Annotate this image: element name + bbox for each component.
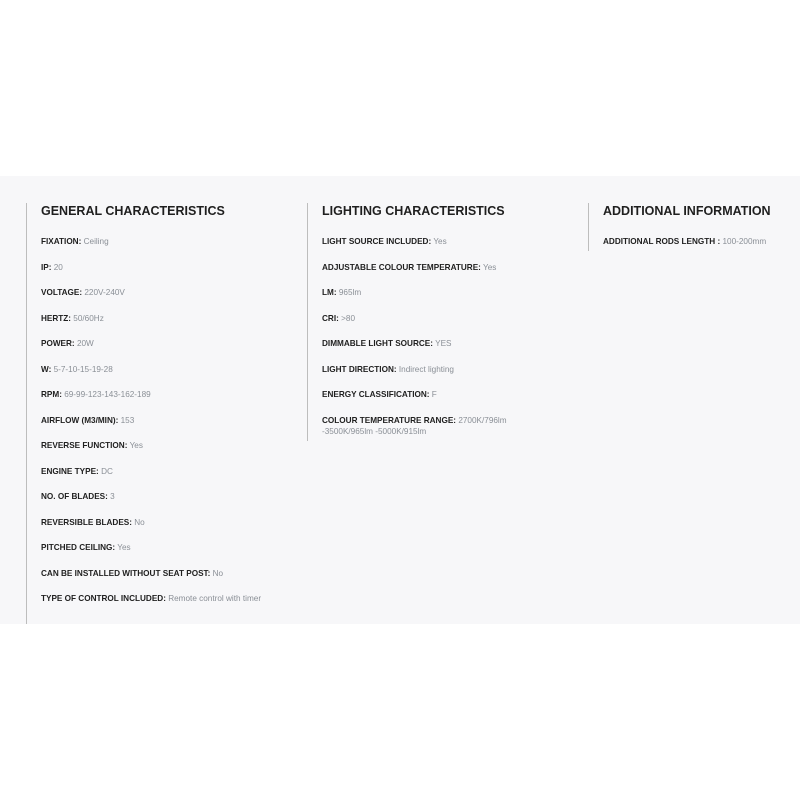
specifications-panel [0,176,800,624]
spec-row-rods-length [603,236,778,248]
spec-list [322,236,547,438]
spec-value: Yes [117,543,131,552]
spec-row-airflow [41,415,266,427]
spec-value: 220V-240V [84,288,125,297]
spec-row-seat-post [41,568,266,580]
spec-row-reverse-function [41,440,266,452]
spec-value: Yes [483,262,497,272]
spec-row-light-source [322,236,547,248]
spec-label: LIGHT SOURCE INCLUDED: [322,237,432,246]
spec-row-temperature-range [322,415,547,438]
spec-label: REVERSIBLE BLADES: [41,517,132,527]
spec-label: CRI: [322,313,339,323]
spec-row-dimmable [322,338,547,350]
spec-value: 153 [120,415,135,425]
lighting-characteristics-section [307,203,547,441]
spec-row-lm [322,287,547,299]
spec-row-pitched-ceiling [41,542,266,554]
general-characteristics-section [26,203,266,624]
spec-value: >80 [341,313,355,323]
section-title: ADDITIONAL INFORMATION [603,204,771,218]
spec-label: HERTZ: [41,313,72,323]
spec-value: DC [101,466,113,476]
spec-row-cri [322,313,547,325]
spec-label: W: [41,364,52,374]
spec-label: POWER: [41,339,75,348]
spec-label: AIRFLOW (M3/MIN): [41,415,119,425]
spec-value: Indirect lighting [398,364,454,374]
spec-row-w [41,364,266,376]
spec-row-energy-class [322,389,547,401]
spec-value: Remote control with timer [168,594,262,603]
spec-row-reversible-blades [41,517,266,529]
spec-label: IP: [41,262,52,272]
spec-value: F [431,390,437,399]
spec-value: Ceiling [83,237,109,246]
spec-row-control-type [41,593,266,605]
spec-label: DIMMABLE LIGHT SOURCE: [322,339,433,348]
spec-row-ip [41,262,266,274]
spec-value: No [212,568,224,578]
spec-value: 965lm [338,288,362,297]
spec-value: 2700K/796lm -3500K/965lm -5000K/915lm [322,415,507,436]
spec-value: 100-200mm [722,237,767,246]
spec-row-blades [41,491,266,503]
spec-row-light-direction [322,364,547,376]
spec-value: No [134,517,145,527]
spec-value: 20W [76,339,94,348]
spec-row-rpm [41,389,266,401]
spec-row-engine-type [41,466,266,478]
spec-row-fixation [41,236,266,248]
spec-value: 5-7-10-15-19-28 [53,364,113,374]
section-title: LIGHTING CHARACTERISTICS [322,204,505,218]
spec-label: ENERGY CLASSIFICATION: [322,390,430,399]
spec-value: YES [435,339,452,348]
spec-value: Yes [433,237,447,246]
spec-label: PITCHED CEILING: [41,543,116,552]
additional-information-section [588,203,778,251]
spec-row-hertz [41,313,266,325]
spec-row-power [41,338,266,350]
spec-label: LIGHT DIRECTION: [322,364,397,374]
spec-list [41,236,266,605]
spec-row-voltage [41,287,266,299]
spec-value: 20 [53,262,63,272]
spec-value: 3 [110,492,115,501]
spec-list [603,236,778,248]
spec-value: 50/60Hz [73,313,104,323]
spec-value: Yes [129,441,143,450]
spec-label: RPM: [41,390,62,399]
spec-label: ENGINE TYPE: [41,466,99,476]
spec-label: VOLTAGE: [41,288,83,297]
spec-label: COLOUR TEMPERATURE RANGE: [322,415,457,425]
spec-label: NO. OF BLADES: [41,492,108,501]
spec-row-adjustable-temperature [322,262,547,274]
spec-value: 69-99-123-143-162-189 [64,390,151,399]
spec-label: REVERSE FUNCTION: [41,441,128,450]
spec-label: ADJUSTABLE COLOUR TEMPERATURE: [322,262,481,272]
spec-label: ADDITIONAL RODS LENGTH : [603,237,721,246]
section-title: GENERAL CHARACTERISTICS [41,204,225,218]
spec-label: FIXATION: [41,237,82,246]
spec-label: CAN BE INSTALLED WITHOUT SEAT POST: [41,568,211,578]
spec-label: LM: [322,288,337,297]
spec-label: TYPE OF CONTROL INCLUDED: [41,594,166,603]
